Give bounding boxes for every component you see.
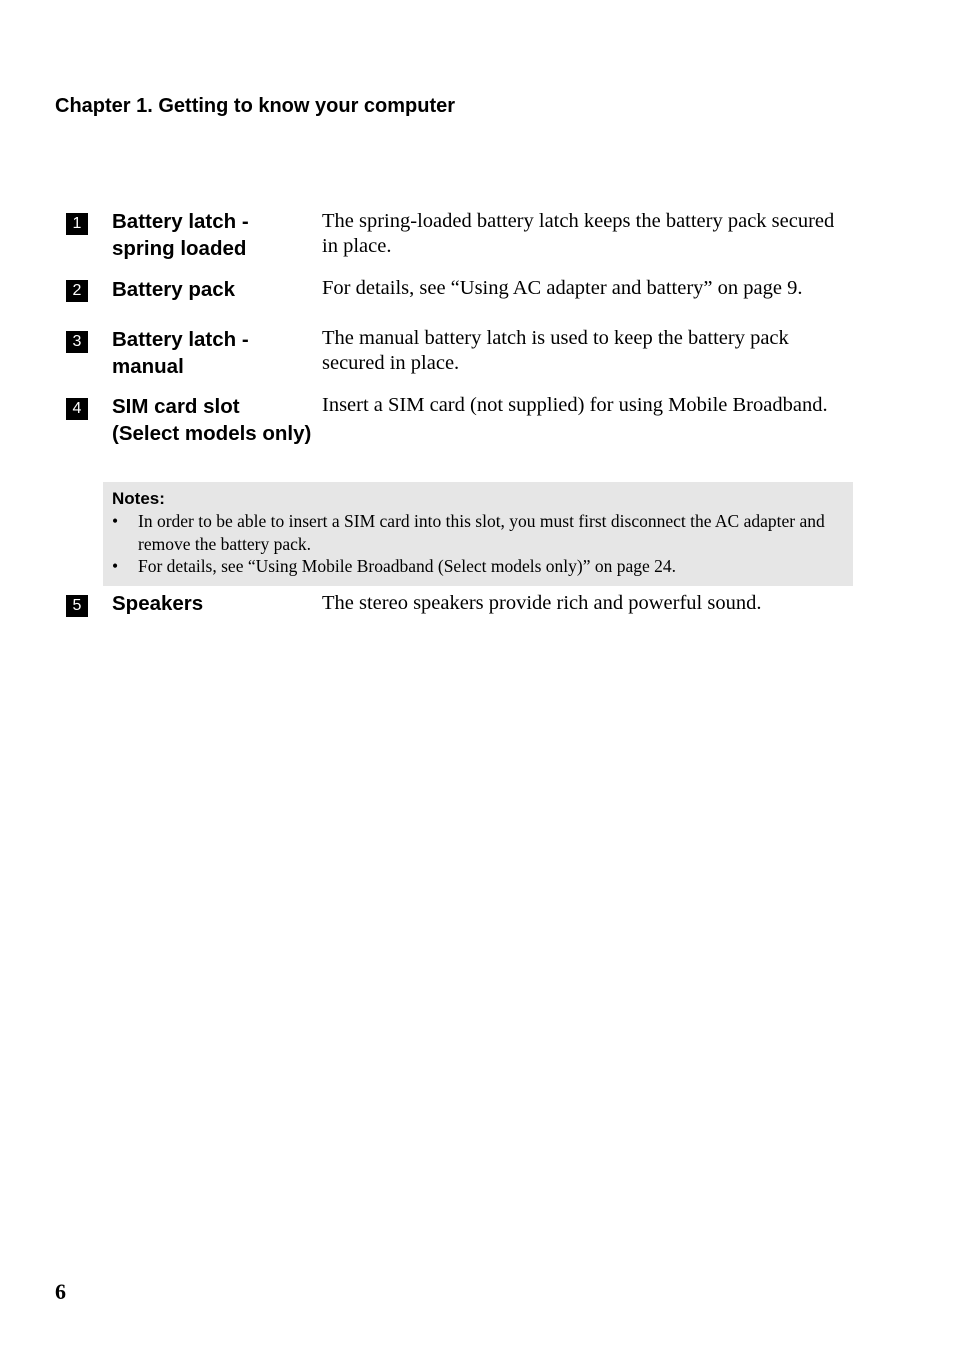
note-item bbox=[112, 555, 842, 578]
item-term: Speakers bbox=[112, 592, 204, 615]
item-number-badge: 2 bbox=[66, 280, 88, 302]
item-term: Battery latch - manual bbox=[112, 328, 249, 378]
item-description: The spring-loaded battery latch keeps the battery pack secured in place. bbox=[322, 210, 835, 257]
item-term: Battery latch - spring loaded bbox=[112, 210, 249, 260]
notes-title: Notes: bbox=[112, 489, 165, 508]
item-description: The stereo speakers provide rich and powerful sound. bbox=[322, 592, 762, 614]
item-number-badge: 3 bbox=[66, 331, 88, 353]
item-term: Battery pack bbox=[112, 278, 236, 301]
bullet-icon: • bbox=[112, 511, 119, 531]
note-text: In order to be able to insert a SIM card into this slot, you must first disconnect the AC adapter and remove the battery pack. bbox=[138, 511, 825, 554]
item-number-badge: 4 bbox=[66, 398, 88, 420]
note-text: For details, see “Using Mobile Broadband (Select models only)” on page 24. bbox=[138, 556, 677, 576]
notes-box bbox=[103, 482, 853, 586]
item-number-badge: 1 bbox=[66, 213, 88, 235]
item-description: For details, see “Using AC adapter and battery” on page 9. bbox=[322, 277, 803, 299]
item-term: SIM card slot (Select models only) bbox=[112, 395, 312, 445]
page-number: 6 bbox=[55, 1279, 66, 1304]
chapter-heading: Chapter 1. Getting to know your computer bbox=[55, 95, 456, 117]
note-item bbox=[112, 510, 842, 556]
item-description: The manual battery latch is used to keep the battery pack secured in place. bbox=[322, 327, 789, 374]
bullet-icon: • bbox=[112, 556, 119, 576]
item-description: Insert a SIM card (not supplied) for using Mobile Broadband. bbox=[322, 394, 828, 416]
item-number-badge: 5 bbox=[66, 595, 88, 617]
